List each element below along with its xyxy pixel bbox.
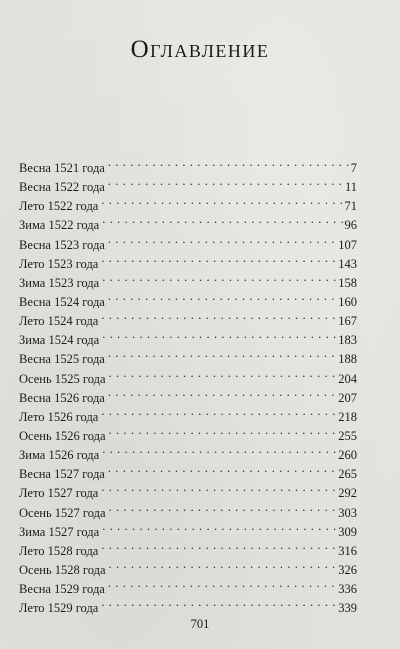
toc-entry-label: Лето 1528 года: [19, 543, 99, 558]
toc-entry-label: Осень 1526 года: [19, 428, 106, 443]
toc-entry-page: 7: [350, 161, 357, 175]
toc-entry-page: 309: [338, 524, 357, 539]
toc-entry-label: Осень 1528 года: [19, 562, 106, 577]
toc-entry-page: 143: [338, 256, 357, 271]
toc-dot-leader: [109, 498, 337, 517]
toc-entry-page: 107: [338, 237, 357, 252]
toc-entry-page: 71: [344, 199, 357, 214]
toc-entry-label: Весна 1527 года: [19, 467, 105, 482]
toc-entry-label: Зима 1526 года: [19, 448, 100, 463]
toc-entry-label: Зима 1524 года: [19, 333, 100, 348]
toc-dot-leader: [101, 191, 342, 210]
toc-entry-label: Лето 1526 года: [19, 409, 99, 424]
toc-entry-page: 255: [338, 428, 357, 443]
toc-entry-page: 265: [338, 467, 357, 482]
toc-entry-page: 183: [338, 333, 357, 348]
toc-entry-label: Весна 1521 года: [19, 161, 105, 175]
toc-entry-page: 292: [338, 486, 357, 501]
toc-dot-leader: [108, 459, 336, 478]
toc-entry-page: 207: [338, 390, 357, 405]
toc-dot-leader: [101, 249, 336, 268]
toc-entry-label: Весна 1523 года: [19, 237, 105, 252]
toc-dot-leader: [109, 421, 337, 440]
toc-dot-leader: [101, 402, 336, 421]
toc-entry-page: 204: [338, 371, 357, 386]
toc-entry-label: Весна 1526 года: [19, 390, 105, 405]
toc-entry-label: Лето 1522 года: [19, 199, 99, 214]
toc-entry-page: 11: [344, 180, 357, 195]
toc-dot-leader: [102, 517, 336, 536]
toc-entry-page: 167: [338, 314, 357, 329]
toc-entry-page: 218: [338, 409, 357, 424]
table-of-contents: [19, 153, 357, 616]
toc-entry-page: 158: [338, 275, 357, 290]
toc-entry-page: 160: [338, 294, 357, 309]
toc-dot-leader: [108, 153, 349, 172]
toc-dot-leader: [109, 555, 337, 574]
toc-entry-label: Весна 1525 года: [19, 352, 105, 367]
toc-entry-page: 316: [338, 543, 357, 558]
toc-dot-leader: [108, 383, 336, 402]
toc-entry-label: Зима 1527 года: [19, 524, 100, 539]
toc-dot-leader: [102, 440, 336, 459]
toc-entry-label: Весна 1529 года: [19, 582, 105, 597]
toc-dot-leader: [109, 364, 337, 383]
toc-entry-label: Лето 1524 года: [19, 314, 99, 329]
toc-entry-page: 339: [338, 601, 357, 616]
toc-dot-leader: [108, 574, 336, 593]
toc-entry-label: Весна 1522 года: [19, 180, 105, 195]
toc-entry-label: Осень 1527 года: [19, 505, 106, 520]
toc-entry-page: 326: [338, 562, 357, 577]
toc-dot-leader: [102, 210, 342, 229]
toc-dot-leader: [101, 536, 336, 555]
toc-dot-leader: [101, 478, 336, 497]
toc-entry-label: Лето 1523 года: [19, 256, 99, 271]
toc-entry-page: 303: [338, 505, 357, 520]
toc-dot-leader: [108, 230, 336, 249]
toc-entry-label: Зима 1523 года: [19, 275, 100, 290]
toc-dot-leader: [108, 344, 336, 363]
page-title: Оглавление: [130, 36, 270, 63]
toc-entry-label: Лето 1529 года: [19, 601, 99, 616]
toc-entry-label: Осень 1525 года: [19, 371, 106, 386]
toc-entry-label: Зима 1522 года: [19, 218, 100, 233]
toc-dot-leader: [108, 287, 336, 306]
toc-entry: [19, 153, 357, 175]
toc-dot-leader: [102, 268, 336, 287]
toc-entry-page: 188: [338, 352, 357, 367]
toc-dot-leader: [108, 172, 343, 191]
toc-entry-page: 336: [338, 582, 357, 597]
toc-entry-page: 260: [338, 448, 357, 463]
toc-dot-leader: [102, 325, 336, 344]
page-number: 701: [190, 617, 210, 631]
toc-entry-label: Лето 1527 года: [19, 486, 99, 501]
toc-entry-label: Весна 1524 года: [19, 294, 105, 309]
toc-dot-leader: [101, 306, 336, 325]
toc-entry-page: 96: [344, 218, 357, 233]
toc-dot-leader: [101, 593, 336, 612]
